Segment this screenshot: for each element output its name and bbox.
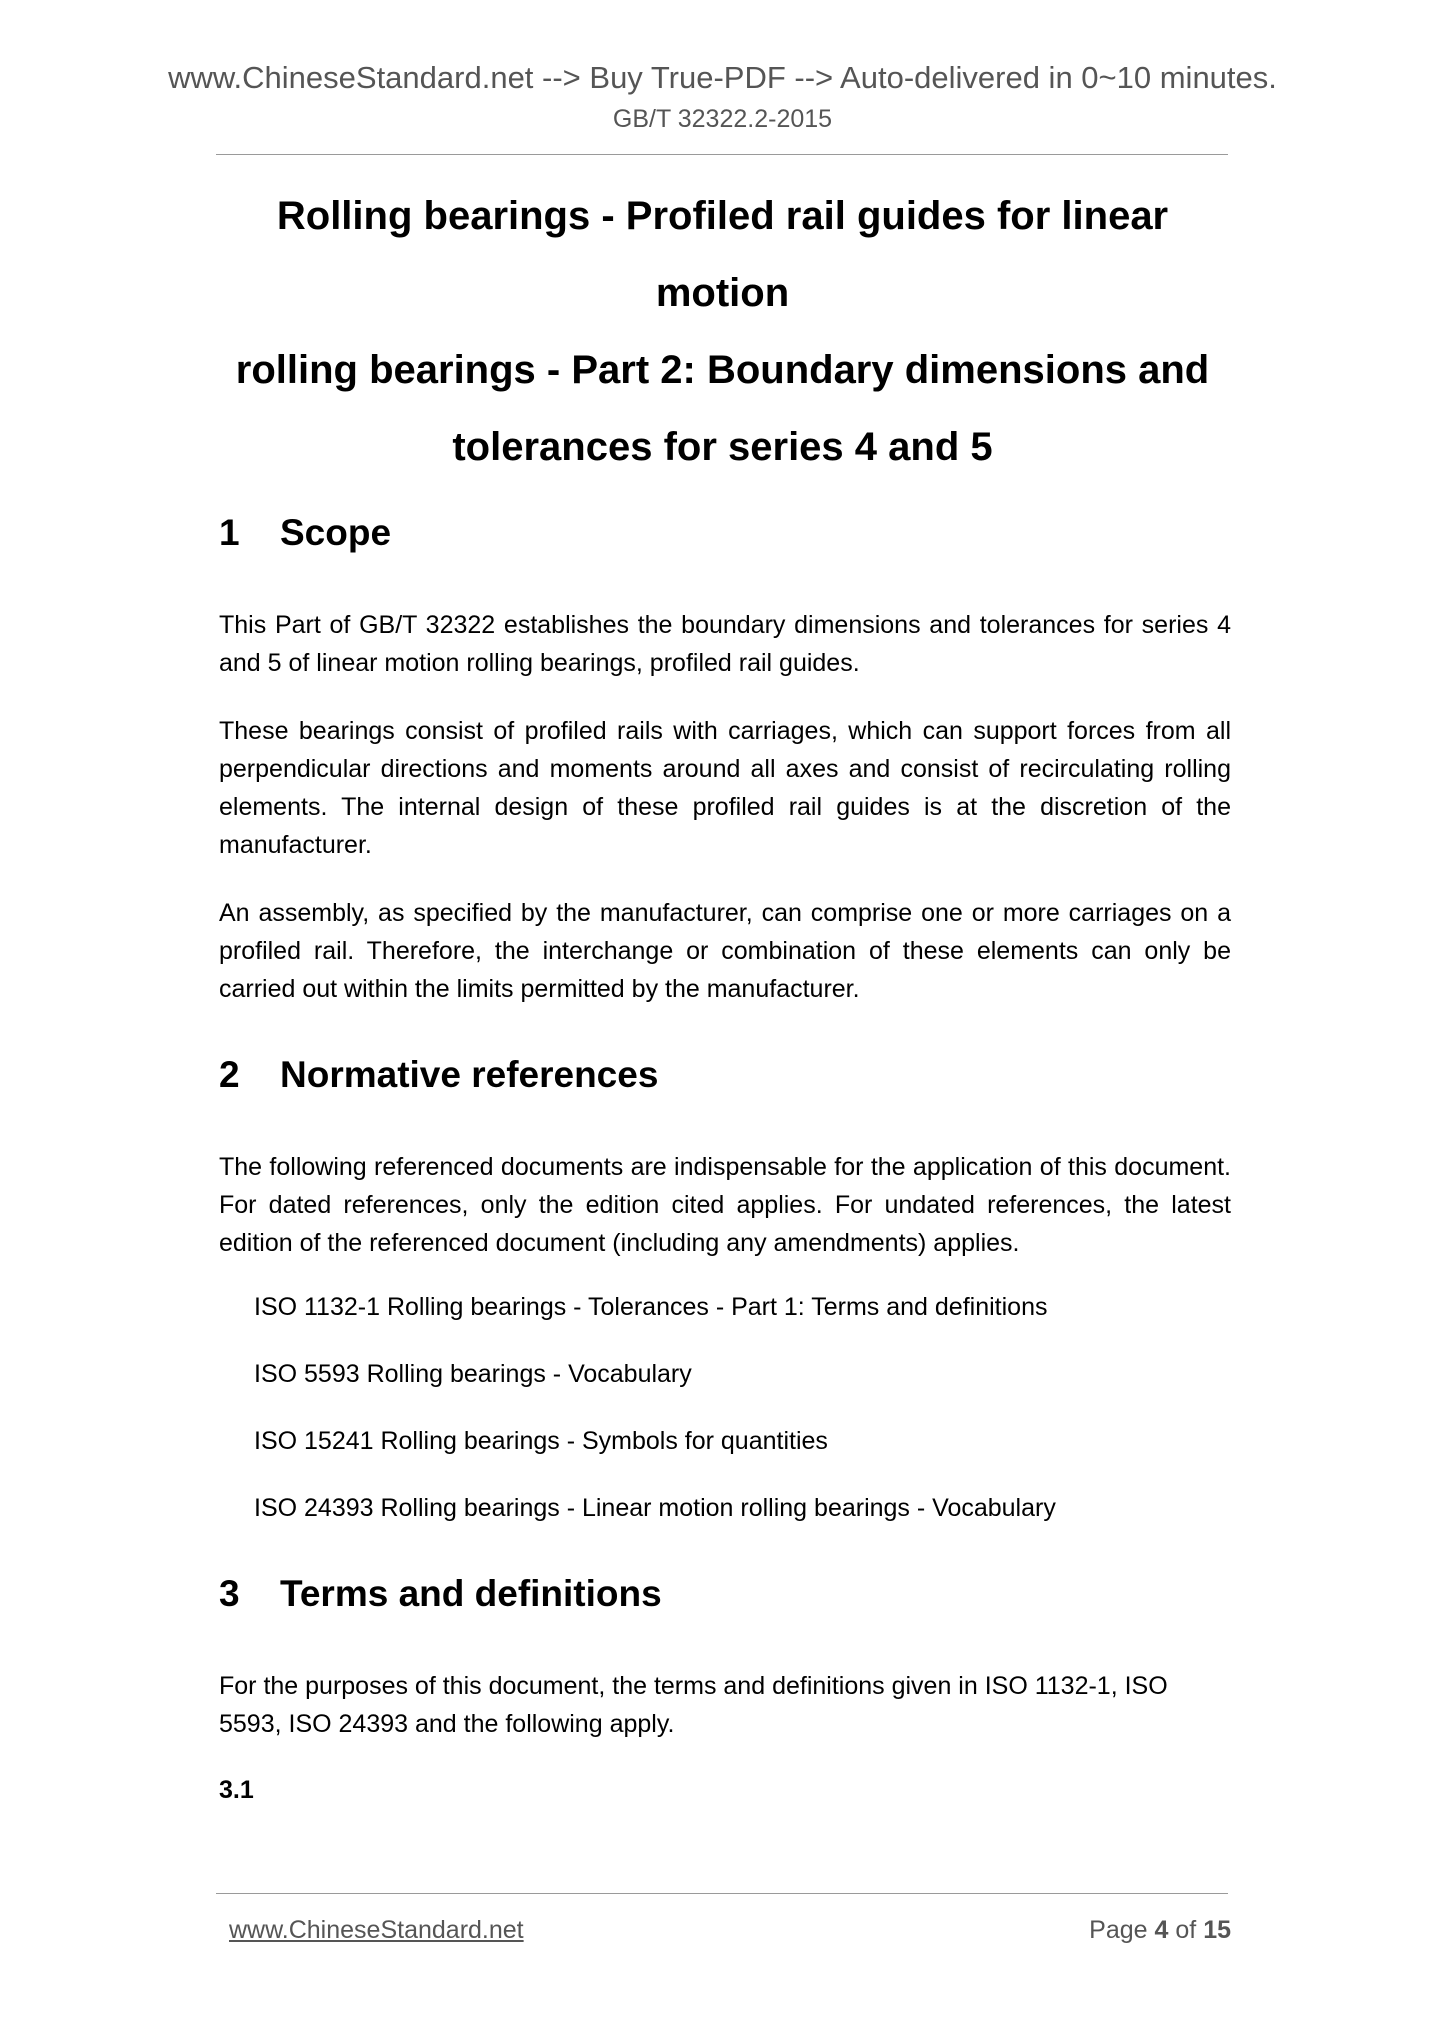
section-heading-scope bbox=[219, 509, 391, 557]
section-number: 3 bbox=[219, 1573, 240, 1614]
page-number bbox=[1089, 1913, 1231, 1947]
normative-intro: The following referenced documents are indispensable for the application of this document. For dated references, only the edition cited applies. For undated references, the latest edition of the referenced document (including any amendments) applies. bbox=[219, 1153, 1231, 1257]
footer-website-link[interactable]: www.ChineseStandard.net bbox=[229, 1916, 524, 1944]
clause-number: 3.1 bbox=[219, 1776, 254, 1804]
title-line-2: rolling bearings - Part 2: Boundary dimensions and bbox=[235, 348, 1210, 392]
page-of: of bbox=[1175, 1916, 1197, 1944]
section-number: 2 bbox=[219, 1054, 240, 1095]
section-heading-normative-references bbox=[219, 1051, 658, 1099]
section-heading-terms-and-definitions bbox=[219, 1570, 662, 1618]
section-title: Normative references bbox=[280, 1054, 659, 1095]
scope-paragraph-2: These bearings consist of profiled rails with carriages, which can support forces from all perpendicular directions and moments around all axes and consist of recirculating rolling elements. The internal design of these profiled rail guides is at the discretion of the manufacturer. bbox=[219, 717, 1231, 859]
title-line-1: Rolling bearings - Profiled rail guides for linear motion bbox=[276, 194, 1169, 315]
section-title: Terms and definitions bbox=[280, 1573, 662, 1614]
scope-paragraph-1: This Part of GB/T 32322 establishes the boundary dimensions and tolerances for series 4 and 5 of linear motion rolling bearings, profiled rail guides. bbox=[219, 611, 1231, 677]
terms-intro: For the purposes of this document, the terms and definitions given in ISO 1132-1, ISO 5593, ISO 24393 and the following apply. bbox=[219, 1672, 1168, 1738]
scope-paragraph-3: An assembly, as specified by the manufacturer, can comprise one or more carriages on a profiled rail. Therefore, the interchange or combination of these elements can only be carried out within the limits permitted by the manufacturer. bbox=[219, 899, 1231, 1003]
document-title bbox=[210, 178, 1235, 486]
page-total: 15 bbox=[1203, 1916, 1231, 1944]
reference-item: ISO 15241 Rolling bearings - Symbols for quantities bbox=[254, 1427, 828, 1455]
section-title: Scope bbox=[280, 512, 392, 553]
header-divider bbox=[216, 154, 1228, 155]
page-label: Page bbox=[1089, 1916, 1148, 1944]
reference-item: ISO 24393 Rolling bearings - Linear motion rolling bearings - Vocabulary bbox=[254, 1494, 1056, 1522]
reference-item: ISO 1132-1 Rolling bearings - Tolerances - Part 1: Terms and definitions bbox=[254, 1293, 1048, 1321]
header-standard-code: GB/T 32322.2-2015 bbox=[612, 105, 833, 133]
section-number: 1 bbox=[219, 512, 240, 553]
reference-item: ISO 5593 Rolling bearings - Vocabulary bbox=[254, 1360, 692, 1388]
header-banner: www.ChineseStandard.net --> Buy True-PDF --> Auto-delivered in 0~10 minutes. bbox=[168, 60, 1277, 95]
footer-divider bbox=[216, 1893, 1228, 1894]
page-current: 4 bbox=[1154, 1916, 1169, 1944]
title-line-3: tolerances for series 4 and 5 bbox=[452, 425, 993, 469]
